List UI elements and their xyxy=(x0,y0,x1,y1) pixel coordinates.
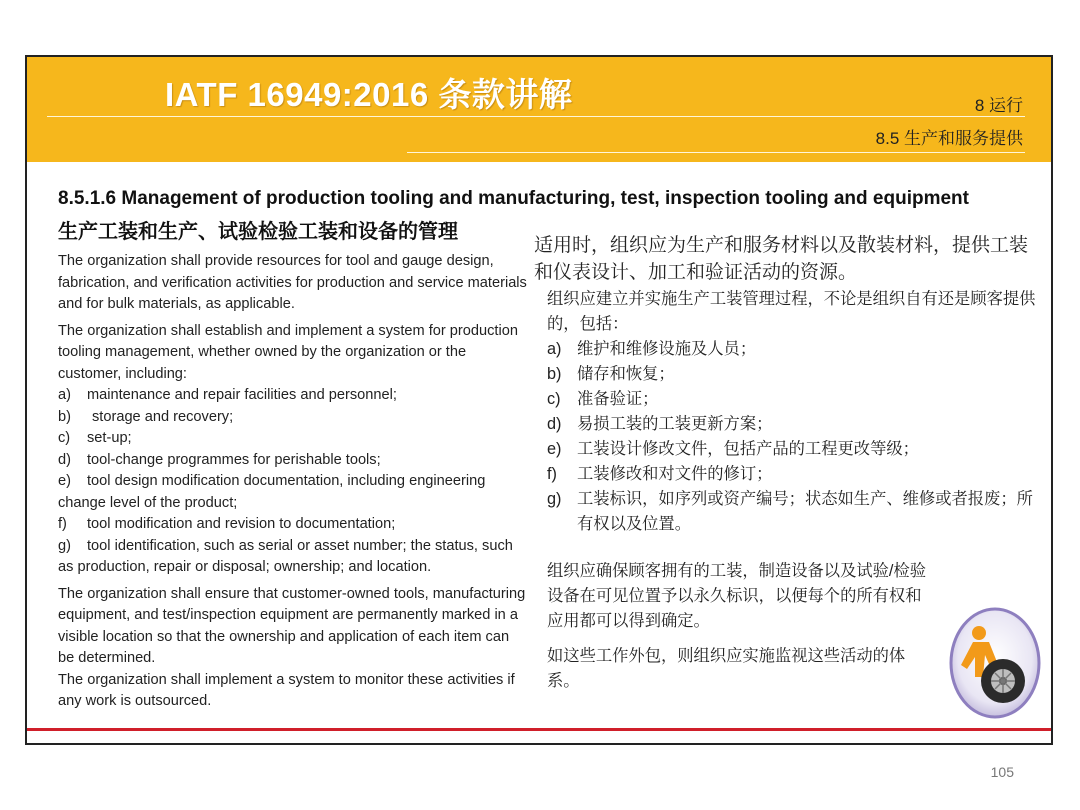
clause-heading-en: 8.5.1.6 Management of production tooling and manufacturing, test, inspection tooling and equipment xyxy=(58,188,969,209)
list-item: b) 储存和恢复； xyxy=(547,365,675,383)
list-item: f) tool modification and revision to documentation; xyxy=(58,516,396,532)
list-item: a) 维护和维修设施及人员； xyxy=(547,340,757,358)
cn-paragraph-4: 如这些工作外包，则组织应实施监视这些活动的体系。 xyxy=(547,647,906,690)
en-paragraph-4: The organization shall implement a system to monitor these activities if any work is outsourced. xyxy=(58,671,515,709)
english-text-column xyxy=(58,251,528,718)
header-divider-2 xyxy=(407,152,1025,153)
cn-list xyxy=(547,337,1042,537)
list-item: a) maintenance and repair facilities and personnel; xyxy=(58,387,397,403)
list-item: b) storage and recovery; xyxy=(58,408,234,425)
worker-tire-icon xyxy=(949,607,1041,719)
en-paragraph-3: The organization shall ensure that customer-owned tools, manufacturing equipment, and test/inspection equipment are permanently marked in a visible location so that the ownership and application of each item can be determined. xyxy=(58,585,526,666)
en-paragraph-2: The organization shall establish and implement a system for production tooling management, whether owned by the organization or the customer, including: xyxy=(58,322,518,382)
en-list xyxy=(58,385,528,579)
list-item: c) set-up; xyxy=(58,430,132,446)
cn-paragraph-2: 组织应建立并实施生产工装管理过程，不论是组织自有还是顾客提供的，包括： xyxy=(547,290,1036,333)
list-item: g) tool identification, such as serial or asset number; the status, such as production, repair or disposal; ownership; and location. xyxy=(58,537,513,575)
cn-intro: 适用时，组织应为生产和服务材料以及散装材料，提供工装和仪表设计、加工和验证活动的资源。 xyxy=(534,235,1029,283)
cn-paragraph-3: 组织应确保顾客拥有的工装，制造设备以及试验/检验设备在可见位置予以永久标识，以便每个的所有权和应用都可以得到确定。 xyxy=(547,562,926,630)
en-paragraph-1: The organization shall provide resources for tool and gauge design, fabrication, and verification activities for production and service materials and for bulk materials, as applicable. xyxy=(58,253,527,312)
list-item: c) 准备验证； xyxy=(547,390,659,408)
header-divider xyxy=(47,116,1025,117)
section-label: 8 运行 xyxy=(974,96,1023,115)
subsection-label: 8.5 生产和服务提供 xyxy=(875,129,1023,148)
slide xyxy=(25,55,1053,745)
list-item: e) tool design modification documentation, including engineering change level of the product; xyxy=(58,473,486,511)
list-item: d) tool-change programmes for perishable tools; xyxy=(58,451,381,468)
spacer xyxy=(547,537,1042,559)
clause-heading-cn: 生产工装和生产、试验检验工装和设备的管理 xyxy=(58,221,458,243)
slide-title: IATF 16949:2016 条款讲解 xyxy=(165,76,573,113)
page-number: 105 xyxy=(990,764,1014,780)
list-item: d) 易损工装的工装更新方案； xyxy=(547,415,773,433)
list-item: g) 工装标识，如序列或资产编号；状态如生产、维修或者报废；所有权以及位置。 xyxy=(547,490,1033,533)
list-item: f) 工装修改和对文件的修订； xyxy=(547,465,773,483)
list-item: e) 工装设计修改文件，包括产品的工程更改等级； xyxy=(547,440,919,458)
footer-accent-line xyxy=(27,728,1051,731)
header-banner xyxy=(27,57,1051,162)
